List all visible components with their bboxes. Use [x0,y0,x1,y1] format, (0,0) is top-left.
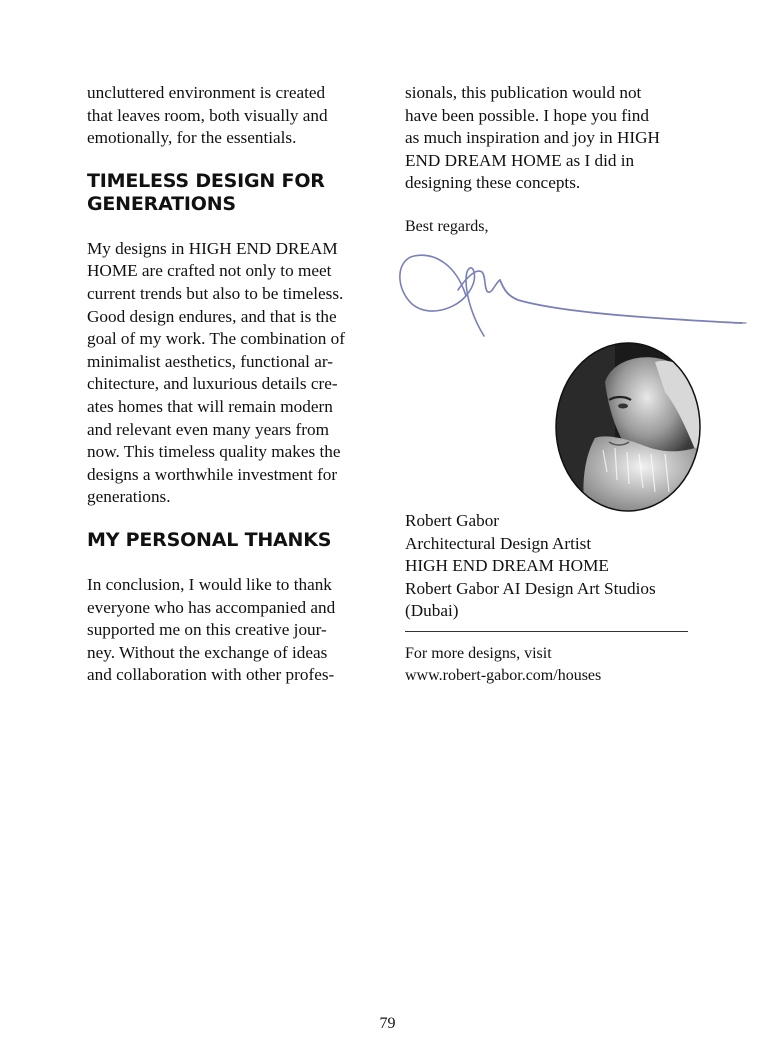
text-line: minimalist aesthetics, functional ar- [87,351,333,371]
text-line: ates homes that will remain modern [87,396,333,416]
text-line: now. This timeless quality makes the [87,442,341,462]
right-column [405,82,695,238]
text-line: ney. Without the exchange of ideas [87,642,328,662]
website-link[interactable]: www.robert-gabor.com/houses [405,667,602,684]
text-line: and relevant even many years from [87,419,329,439]
text-line: END DREAM HOME as I did in [405,150,635,170]
heading-timeless-design [87,170,372,216]
heading-line: MY PERSONAL THANKS [87,528,332,551]
author-title: Architectural Design Artist [405,533,592,553]
text-line: everyone who has accompanied and [87,597,336,617]
studio-name: Robert Gabor AI Design Art Studios [405,578,656,598]
text-line: designing these concepts. [405,173,581,193]
text-line: emotionally, for the essentials. [87,128,297,148]
heading-line: TIMELESS DESIGN FOR [87,169,325,192]
heading-line: GENERATIONS [87,192,236,215]
author-name: Robert Gabor [405,511,500,530]
text-line: Good design endures, and that is the [87,306,337,326]
text-line: that leaves room, both visually and [87,105,328,125]
text-line: generations. [87,487,171,507]
continuation-paragraph [405,82,695,195]
text-line: designs a worthwhile investment for [87,464,338,484]
text-line: current trends but also to be timeless. [87,283,344,303]
timeless-paragraph [87,238,372,509]
author-contact-block [405,510,695,623]
text-line: supported me on this creative jour- [87,620,327,640]
text-line: My designs in HIGH END DREAM [87,238,338,258]
text-line: goal of my work. The combination of [87,329,345,349]
left-column [87,82,372,687]
text-line: uncluttered environment is created [87,83,326,102]
studio-location: (Dubai) [405,601,459,621]
publication-name: HIGH END DREAM HOME [405,556,609,576]
text-line: and collaboration with other profes- [87,665,335,685]
thanks-paragraph [87,574,372,687]
author-portrait-icon [555,342,701,512]
intro-paragraph [87,82,372,150]
text-line: sionals, this publication would not [405,83,642,102]
page-number: 79 [379,1015,396,1032]
divider-line [405,631,688,632]
text-line: have been possible. I hope you find [405,105,649,125]
heading-personal-thanks [87,529,372,552]
text-line: HOME are crafted not only to meet [87,261,332,281]
text-line: as much inspiration and joy in HIGH [405,128,660,148]
closing-text: Best regards, [405,217,489,235]
more-designs-text: For more designs, visit [405,645,552,662]
signature-icon [396,250,748,342]
text-line: chitecture, and luxurious details cre- [87,374,338,394]
more-designs-note [405,643,705,687]
text-line: In conclusion, I would like to thank [87,574,332,594]
contact-lines [405,510,695,623]
